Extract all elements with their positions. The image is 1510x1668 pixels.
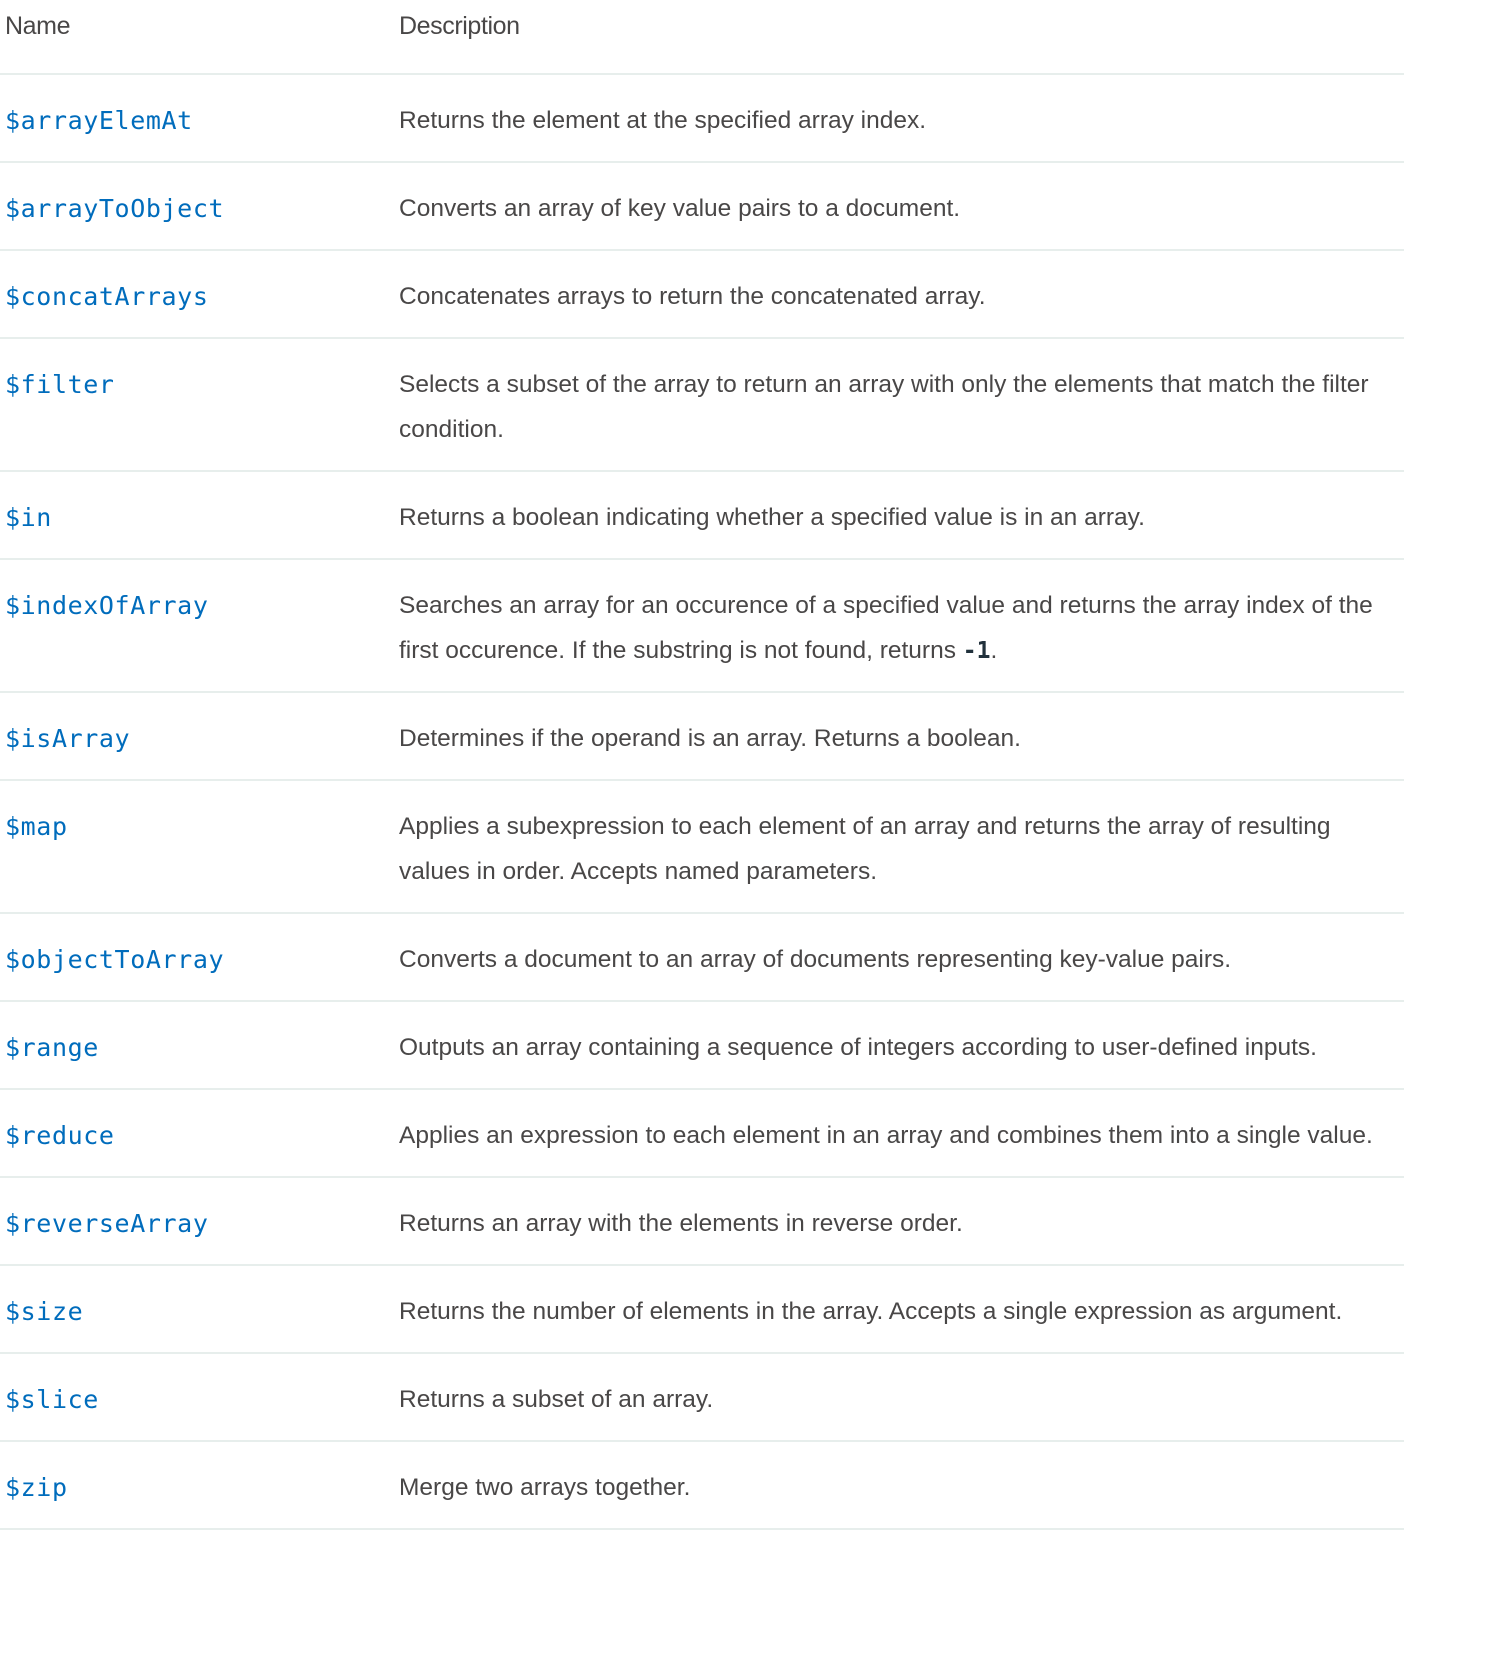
description-text: Concatenates arrays to return the concatenated array.: [399, 283, 986, 310]
description-cell: [399, 559, 1404, 692]
name-cell: [0, 162, 399, 250]
name-cell: [0, 471, 399, 559]
operator-link[interactable]: $zip: [5, 1473, 68, 1502]
table-row: [0, 1265, 1404, 1353]
operator-link[interactable]: $in: [5, 503, 52, 532]
description-text: Returns the number of elements in the array. Accepts a single expression as argument.: [399, 1298, 1343, 1325]
table-row: [0, 74, 1404, 162]
name-cell: [0, 692, 399, 780]
description-text: Returns a subset of an array.: [399, 1386, 714, 1413]
description-text: Applies an expression to each element in an array and combines them into a single value.: [399, 1122, 1373, 1149]
operator-link[interactable]: $reduce: [5, 1121, 115, 1150]
description-cell: [399, 162, 1404, 250]
name-cell: [0, 780, 399, 913]
table-row: [0, 1089, 1404, 1177]
description-text: Outputs an array containing a sequence of integers according to user-defined inputs.: [399, 1034, 1317, 1061]
description-text: Applies a subexpression to each element of an array and returns the array of resulting values in order. Accepts named parameters.: [399, 813, 1331, 885]
table-row: [0, 1001, 1404, 1089]
operator-link[interactable]: $slice: [5, 1385, 99, 1414]
table-row: [0, 338, 1404, 471]
description-cell: [399, 471, 1404, 559]
operator-link[interactable]: $map: [5, 812, 68, 841]
name-cell: [0, 559, 399, 692]
description-text-end: .: [990, 637, 998, 664]
table-row: [0, 162, 1404, 250]
description-text: Returns the element at the specified array index.: [399, 107, 927, 134]
table-row: [0, 913, 1404, 1001]
description-cell: [399, 780, 1404, 913]
name-cell: [0, 1177, 399, 1265]
description-cell: [399, 913, 1404, 1001]
table-row: [0, 1441, 1404, 1529]
table-row: [0, 1353, 1404, 1441]
description-text: [399, 583, 1404, 674]
description-cell: [399, 692, 1404, 780]
table-header-row: [0, 0, 1404, 74]
operator-link[interactable]: $indexOfArray: [5, 591, 209, 620]
description-cell: [399, 1177, 1404, 1265]
description-text-start: Searches an array for an occurence of a specified value and returns the array index of the first occurence. If the substring is not found, returns: [399, 592, 1373, 664]
name-cell: [0, 1441, 399, 1529]
table-row: [0, 471, 1404, 559]
operator-link[interactable]: $concatArrays: [5, 282, 209, 311]
description-cell: [399, 338, 1404, 471]
table-row: [0, 250, 1404, 338]
name-cell: [0, 250, 399, 338]
description-text: Converts a document to an array of documents representing key-value pairs.: [399, 946, 1232, 973]
operator-link[interactable]: $objectToArray: [5, 945, 225, 974]
description-text: Returns a boolean indicating whether a specified value is in an array.: [399, 504, 1145, 531]
operator-link[interactable]: $arrayElemAt: [5, 106, 193, 135]
name-cell: [0, 1001, 399, 1089]
description-text: Converts an array of key value pairs to a document.: [399, 195, 961, 222]
table-row: [0, 780, 1404, 913]
table-row: [0, 692, 1404, 780]
name-cell: [0, 913, 399, 1001]
inline-code: -1: [962, 638, 991, 664]
description-text: Merge two arrays together.: [399, 1474, 691, 1501]
description-text: Selects a subset of the array to return an array with only the elements that match the filter condition.: [399, 371, 1369, 443]
description-cell: [399, 1441, 1404, 1529]
description-cell: [399, 1089, 1404, 1177]
operator-link[interactable]: $range: [5, 1033, 99, 1062]
name-cell: [0, 1089, 399, 1177]
name-cell: [0, 1265, 399, 1353]
description-cell: [399, 1265, 1404, 1353]
table-row: [0, 559, 1404, 692]
name-cell: [0, 338, 399, 471]
column-header-description: Description: [399, 0, 1404, 74]
name-cell: [0, 74, 399, 162]
column-header-name: Name: [0, 0, 399, 74]
description-cell: [399, 1353, 1404, 1441]
name-cell: [0, 1353, 399, 1441]
operator-link[interactable]: $size: [5, 1297, 84, 1326]
table-row: [0, 1177, 1404, 1265]
description-text: Determines if the operand is an array. Returns a boolean.: [399, 725, 1021, 752]
description-cell: [399, 74, 1404, 162]
operator-link[interactable]: $arrayToObject: [5, 194, 225, 223]
operator-link[interactable]: $isArray: [5, 724, 131, 753]
description-cell: [399, 250, 1404, 338]
description-text: Returns an array with the elements in reverse order.: [399, 1210, 963, 1237]
operator-link[interactable]: $filter: [5, 370, 115, 399]
description-cell: [399, 1001, 1404, 1089]
operator-link[interactable]: $reverseArray: [5, 1209, 209, 1238]
